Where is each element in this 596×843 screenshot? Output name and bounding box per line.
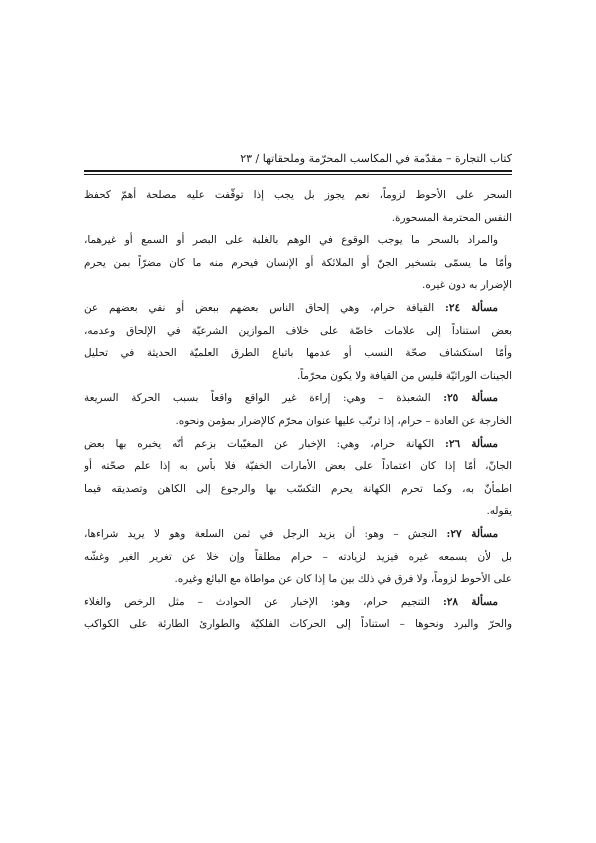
issue-label: مسألة ٢٥: bbox=[443, 392, 498, 405]
text-line: على الأحوط لزوماً، ولا فرق في ذلك بين ما إذا كان عن مواطاة مع البائع وغيره. bbox=[174, 573, 512, 586]
text-line: بعض استناداً إلى علامات خاصّة على خلاف الموازين الشرعيّة في الإلحاق وعدمه، bbox=[84, 324, 512, 337]
issue-label: مسألة ٢٨: bbox=[442, 595, 498, 608]
text-line: والحرّ والبرد ونحوها – استناداً إلى الحركات الفلكيّة والطوارئ الطارئة على الكواكب bbox=[84, 618, 512, 631]
issue-24 bbox=[84, 297, 512, 387]
issue-label: مسألة ٢٤: bbox=[445, 301, 498, 314]
text-line bbox=[84, 433, 512, 456]
issue-text: النجش – وهو: أن يزيد الرجل في ثمن السلعة وهو لا يريد شراءها، bbox=[84, 527, 447, 540]
text-line bbox=[84, 297, 512, 320]
paragraph-sihr-definition bbox=[84, 229, 512, 297]
issue-label: مسألة ٢٦: bbox=[445, 437, 498, 450]
text-line bbox=[84, 523, 512, 546]
paragraph-sihr-end bbox=[84, 184, 512, 229]
issue-label: مسألة ٢٧: bbox=[446, 527, 499, 540]
text-line: اطمأنّ به، وكما تحرم الكهانة يحرم التكسّب بها والرجوع إلى الكاهن وتصديقه فيما bbox=[84, 482, 512, 495]
text-line: الإضرار به دون غيره. bbox=[422, 279, 512, 292]
issue-28 bbox=[84, 591, 512, 636]
issue-25 bbox=[84, 387, 512, 432]
text-line: الجانّ، أمّا إذا كان اعتماداً على بعض الأمارات الخفيّة فلا بأس به إذا علم صحّته أو bbox=[84, 460, 512, 473]
running-header: كتاب التجارة – مقدّمة في المكاسب المحرّمة وملحقاتها / ٢٣ bbox=[240, 152, 512, 165]
text-line: وأمّا ما يسمّى بتسخير الجنّ أو الملائكة أو الإنسان فيحرم منه ما كان مضرّاً بمن يحرم bbox=[84, 256, 512, 269]
text-line: والمراد بالسحر ما يوجب الوقوع في الوهم بالغلبة على البصر أو السمع أو غيرهما، bbox=[84, 234, 498, 247]
issue-text: التنجيم حرام، وهو: الإخبار عن الحوادث – مثل الرخص والغلاء bbox=[84, 595, 443, 608]
issue-text: الكهانة حرام، وهي: الإخبار عن المغيّبات بزعم أنّه يخبره بها بعض bbox=[84, 437, 446, 450]
issue-text: الشعبذة – وهي: إراءة غير الواقع واقعاً بسبب الحركة السريعة bbox=[84, 392, 444, 405]
text-line bbox=[84, 387, 512, 410]
text-line: وأمّا استكشاف صحّة النسب أو عدمها باتباع الطرق العلميّة الحديثة في تحليل bbox=[84, 347, 512, 360]
text-line: بل لأن يسمعه غيره فيزيد لزيادته – حرام مطلقاً وإن خلا عن تغرير الغير وغشّه bbox=[84, 550, 512, 563]
header-rule-thick bbox=[84, 170, 512, 172]
issue-27 bbox=[84, 523, 512, 591]
header-rule-thin bbox=[84, 174, 512, 175]
issue-text: القيافة حرام، وهي إلحاق الناس بعضهم ببعض أو نفي بعضهم عن bbox=[84, 301, 446, 314]
text-line: الجينات الوراثيّة فليس من القيافة ولا يكون محرّماً. bbox=[296, 369, 512, 382]
text-line bbox=[84, 591, 512, 614]
text-line: يقوله. bbox=[486, 505, 512, 518]
body-text bbox=[84, 184, 512, 636]
text-line: السحر على الأحوط لزوماً، نعم يجوز بل يجب إذا توقّفت عليه مصلحة أهمّ كحفظ bbox=[84, 189, 512, 201]
text-line: النفس المحترمة المسحورة. bbox=[391, 211, 512, 224]
issue-26 bbox=[84, 433, 512, 523]
text-line: الخارجة عن العادة – حرام، إذا ترتّب عليها عنوان محرّم كالإضرار بمؤمن ونحوه. bbox=[175, 414, 512, 427]
